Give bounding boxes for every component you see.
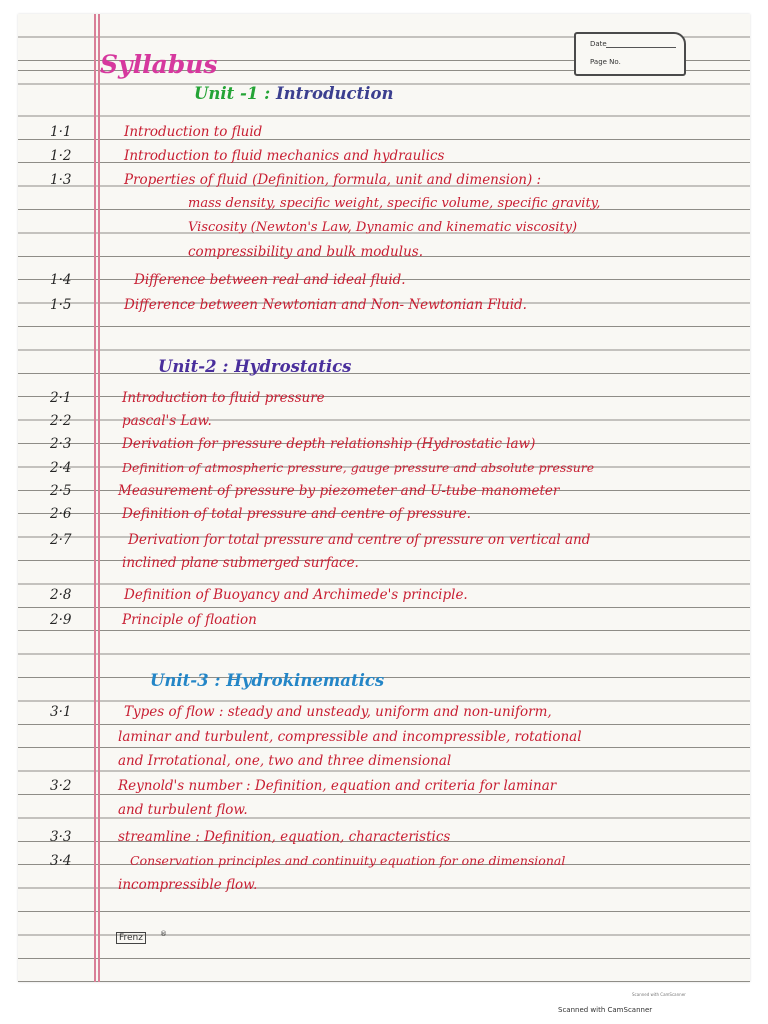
scanner-watermark-small: Scanned with CamScanner [632, 992, 686, 997]
line-text: incompressible flow. [118, 877, 258, 893]
registered-mark: ® [160, 930, 167, 938]
line-text: streamline : Definition, equation, characteristics [118, 829, 451, 845]
line-text: Definition of total pressure and centre of pressure. [122, 506, 471, 522]
line-number: 1·4 [50, 272, 72, 288]
syllabus-line [18, 124, 750, 147]
line-text: Reynold's number : Definition, equation and criteria for laminar [118, 778, 557, 794]
unit-3-prefix: Unit-3 : [150, 671, 221, 690]
line-number: 2·8 [50, 587, 72, 603]
line-text: Measurement of pressure by piezometer and U-tube manometer [118, 483, 560, 499]
page-title: Syllabus [100, 50, 218, 79]
line-text: Definition of Buoyancy and Archimede's principle. [124, 587, 468, 603]
line-text: Derivation for pressure depth relationship (Hydrostatic law) [122, 436, 536, 452]
syllabus-line [18, 532, 750, 555]
syllabus-line [18, 172, 750, 195]
line-text: and turbulent flow. [118, 802, 248, 818]
line-number: 1·2 [50, 148, 72, 164]
unit-1-name: Introduction [275, 84, 394, 103]
syllabus-line [18, 220, 750, 243]
unit-1-heading [194, 84, 393, 103]
syllabus-line [18, 272, 750, 295]
syllabus-line [18, 506, 750, 529]
syllabus-line [18, 436, 750, 459]
syllabus-line [18, 196, 750, 219]
syllabus-line [18, 753, 750, 776]
scanner-watermark: Scanned with CamScanner [558, 1006, 653, 1014]
line-text: compressibility and bulk modulus. [188, 244, 423, 260]
line-number: 3·4 [50, 853, 72, 869]
syllabus-line [18, 802, 750, 825]
syllabus-line [18, 829, 750, 852]
syllabus-line [18, 612, 750, 635]
line-number: 2·4 [50, 460, 72, 476]
syllabus-line [18, 555, 750, 578]
syllabus-line [18, 729, 750, 752]
line-number: 3·2 [50, 778, 72, 794]
date-divider [606, 47, 676, 48]
line-number: 2·9 [50, 612, 72, 628]
syllabus-line [18, 853, 750, 876]
line-text: laminar and turbulent, compressible and incompressible, rotational [118, 729, 582, 745]
unit-2-heading [158, 357, 351, 376]
syllabus-line [18, 413, 750, 436]
line-text: Difference between Newtonian and Non- Newtonian Fluid. [124, 297, 527, 313]
line-number: 1·1 [50, 124, 72, 140]
line-text: Viscosity (Newton's Law, Dynamic and kinematic viscosity) [188, 220, 578, 235]
line-text: Introduction to fluid pressure [122, 390, 325, 406]
syllabus-line [18, 704, 750, 727]
line-text: Definition of atmospheric pressure, gauge pressure and absolute pressure [122, 460, 595, 475]
line-number: 2·6 [50, 506, 72, 522]
syllabus-line [18, 244, 750, 267]
syllabus-line [18, 587, 750, 610]
line-text: Types of flow : steady and unsteady, uniform and non-uniform, [124, 704, 552, 720]
syllabus-line [18, 390, 750, 413]
line-text: Conservation principles and continuity equation for one dimensional [130, 853, 566, 868]
notebook-page [18, 14, 750, 982]
page-no-label: Page No. [590, 58, 621, 66]
line-number: 2·5 [50, 483, 72, 499]
unit-2-prefix: Unit-2 : [158, 357, 229, 376]
line-text: Introduction to fluid [124, 124, 263, 140]
line-number: 2·7 [50, 532, 72, 548]
frenz-logo: Frenz [116, 932, 146, 944]
line-text: Difference between real and ideal fluid. [134, 272, 406, 288]
syllabus-line [18, 483, 750, 506]
line-text: inclined plane submerged surface. [122, 555, 359, 571]
syllabus-line [18, 148, 750, 171]
date-label: Date [590, 40, 607, 48]
unit-2-name: Hydrostatics [234, 357, 352, 376]
syllabus-line [18, 877, 750, 900]
line-number: 3·1 [50, 704, 72, 720]
line-text: Principle of floation [122, 612, 257, 628]
line-number: 1·3 [50, 172, 72, 188]
line-text: Introduction to fluid mechanics and hydraulics [124, 148, 445, 164]
line-number: 3·3 [50, 829, 72, 845]
unit-3-name: Hydrokinematics [226, 671, 385, 690]
line-text: and Irrotational, one, two and three dimensional [118, 753, 452, 769]
unit-3-heading [150, 671, 384, 690]
line-text: Properties of fluid (Definition, formula, unit and dimension) : [124, 172, 542, 188]
line-text: Derivation for total pressure and centre of pressure on vertical and [128, 532, 591, 548]
line-number: 1·5 [50, 297, 72, 313]
syllabus-line [18, 460, 750, 483]
line-number: 2·1 [50, 390, 72, 406]
line-number: 2·3 [50, 436, 72, 452]
syllabus-line [18, 778, 750, 801]
date-page-box [574, 32, 686, 76]
unit-1-prefix: Unit -1 : [194, 84, 271, 103]
line-text: pascal's Law. [122, 413, 212, 429]
syllabus-line [18, 297, 750, 320]
line-text: mass density, specific weight, specific volume, specific gravity, [188, 196, 601, 211]
line-number: 2·2 [50, 413, 72, 429]
